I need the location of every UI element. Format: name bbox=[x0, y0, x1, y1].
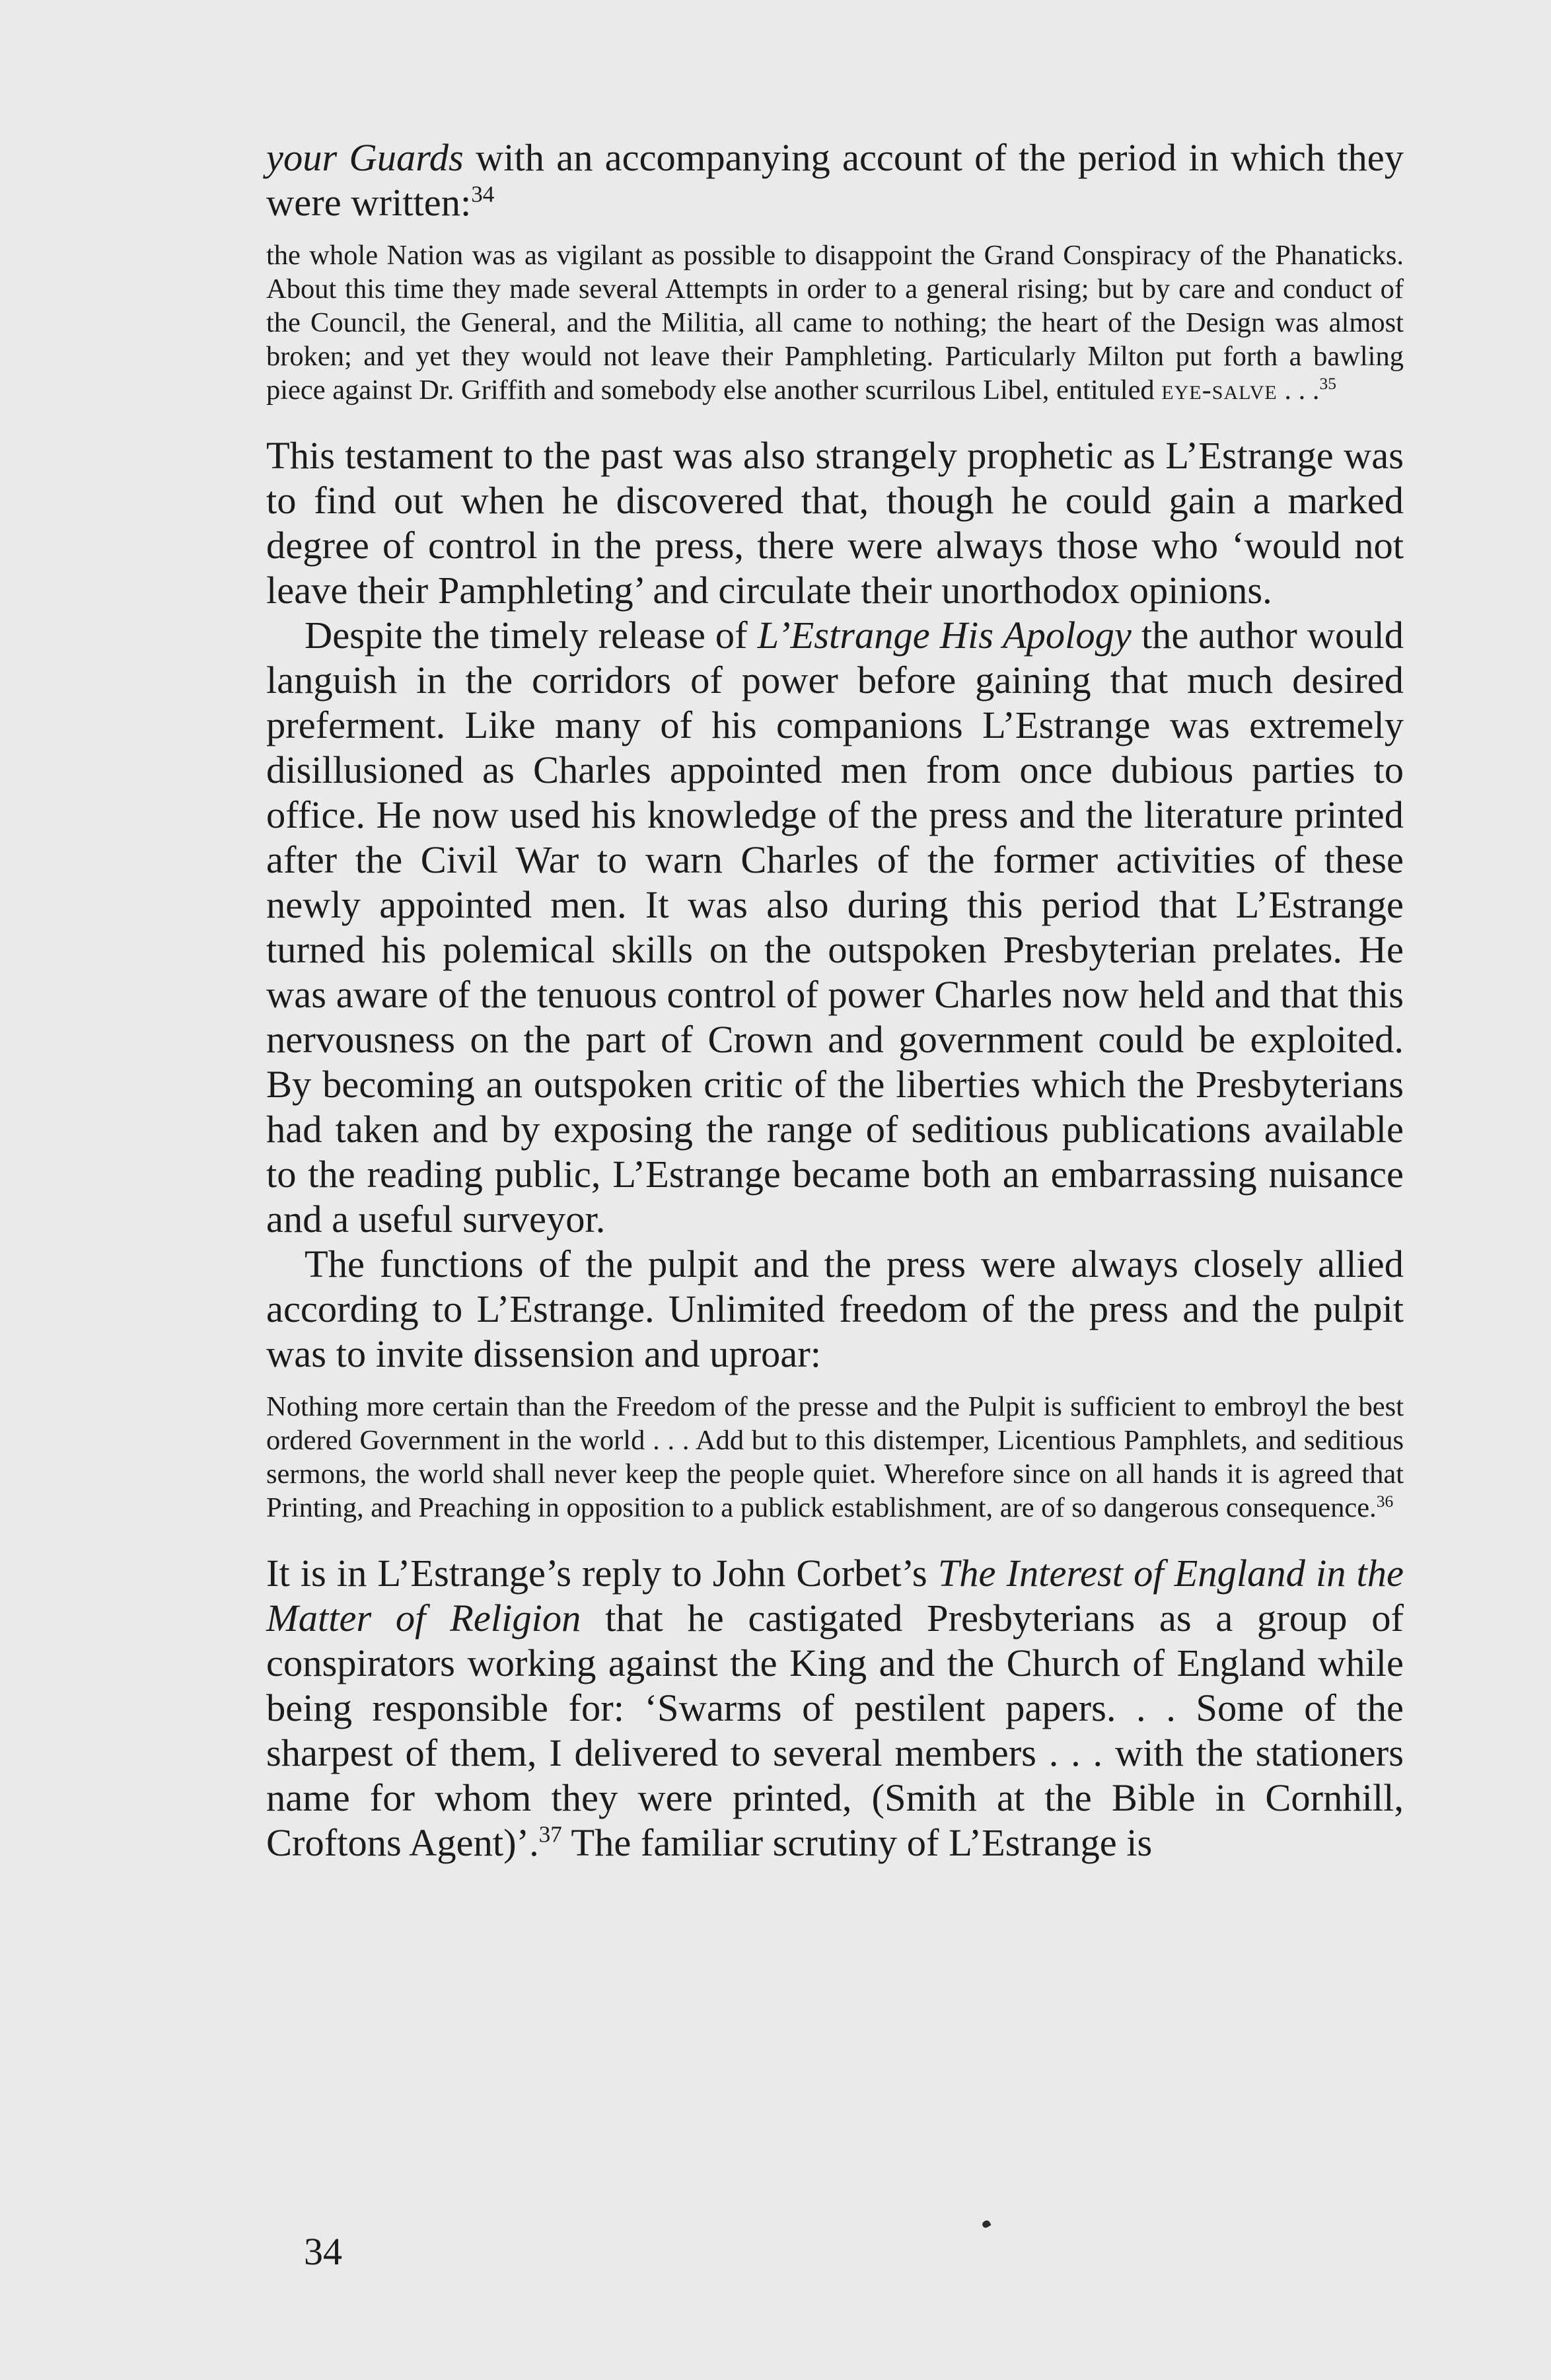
paragraph-3-before: Despite the timely release of bbox=[305, 614, 758, 657]
paragraph-5-tail: The familiar scrutiny of L’Estrange is bbox=[561, 1821, 1153, 1864]
paragraph-5 bbox=[266, 1551, 1404, 1865]
block-quote-1-ellipsis: . . . bbox=[1277, 375, 1320, 406]
paragraph-5-before: It is in L’Estrange’s reply to John Corbet’s bbox=[266, 1552, 938, 1595]
footnote-ref-37: 37 bbox=[538, 1821, 562, 1848]
footnote-ref-36: 36 bbox=[1376, 1491, 1394, 1511]
footnote-ref-34: 34 bbox=[471, 181, 495, 207]
italic-title-interest-of-england: The Interest of England in the Matter of Religion bbox=[266, 1552, 1404, 1640]
paragraph-3 bbox=[266, 613, 1404, 1242]
block-quote-2 bbox=[266, 1390, 1404, 1525]
text-block bbox=[266, 135, 1404, 1865]
italic-title-your-guards: your Guards bbox=[266, 136, 464, 179]
page-number: 34 bbox=[304, 2230, 342, 2273]
ink-speck bbox=[981, 2219, 991, 2229]
paragraph-2: This testament to the past was also strangely prophetic as L’Estrange was to find out when he discovered that, though he could gain a marked degree of control in the press, there were always those who ‘would not leave their Pamphleting’ and circulate their unorthodox opinions. bbox=[266, 434, 1404, 612]
block-quote-1 bbox=[266, 238, 1404, 407]
italic-title-apology: L’Estrange His Apology bbox=[757, 614, 1132, 657]
paragraph-4: The functions of the pulpit and the press were always closely allied according to L’Estrange. Unlimited freedom of the press and the pulpit was to invite dissension and uproar: bbox=[266, 1243, 1404, 1375]
block-quote-1-text: the whole Nation was as vigilant as possible to disappoint the Grand Conspiracy of the Phanaticks. About this time they made several Attempts in order to a general rising; but by care and conduct of the Council, the General, and the Militia, all came to nothing; the heart of the Design was almost broken; and yet they would not leave their Pamphleting. Particularly Milton put forth a bawling piece against Dr. Griffith and somebody else another scurrilous Libel, entituled bbox=[266, 240, 1404, 406]
paragraph-1 bbox=[266, 135, 1404, 225]
title-eye-salve: eye-salve bbox=[1161, 375, 1278, 406]
paragraph-1-text: with an accompanying account of the period in which they were written: bbox=[266, 136, 1404, 224]
footnote-ref-35: 35 bbox=[1319, 373, 1336, 393]
paragraph-3-after: the author would languish in the corridors of power before gaining that much desired preferment. Like many of his companions L’Estrange was extremely disillusioned as Charles appointed men from once dubious parties to office. He now used his knowledge of the press and the literature printed after the Civil War to warn Charles of the former activities of these newly appointed men. It was also during this period that L’Estrange turned his polemical skills on the outspoken Presbyterian prelates. He was aware of the tenuous control of power Charles now held and that this nervousness on the part of Crown and government could be exploited. By becoming an outspoken critic of the liberties which the Presbyterians had taken and by exposing the range of seditious publications available to the reading public, L’Estrange became both an embarrassing nuisance and a useful surveyor. bbox=[266, 614, 1404, 1241]
paragraph-5-after: that he castigated Presbyterians as a group of conspirators working against the King and the Church of England while being responsible for: ‘Swarms of pestilent papers. . . Some of the sharpest of them, I delivered to several members . . . with the stationers name for whom they were printed, (Smith at the Bible in Cornhill, Croftons Agent)’. bbox=[266, 1597, 1404, 1864]
block-quote-2-text: Nothing more certain than the Freedom of the presse and the Pulpit is sufficient to embroyl the best ordered Government in the world . . . Add but to this distemper, Licentious Pamphlets, and seditious sermons, the world shall never keep the people quiet. Wherefore since on all hands it is agreed that Printing, and Preaching in opposition to a publick establishment, are of so dangerous consequence. bbox=[266, 1391, 1404, 1523]
